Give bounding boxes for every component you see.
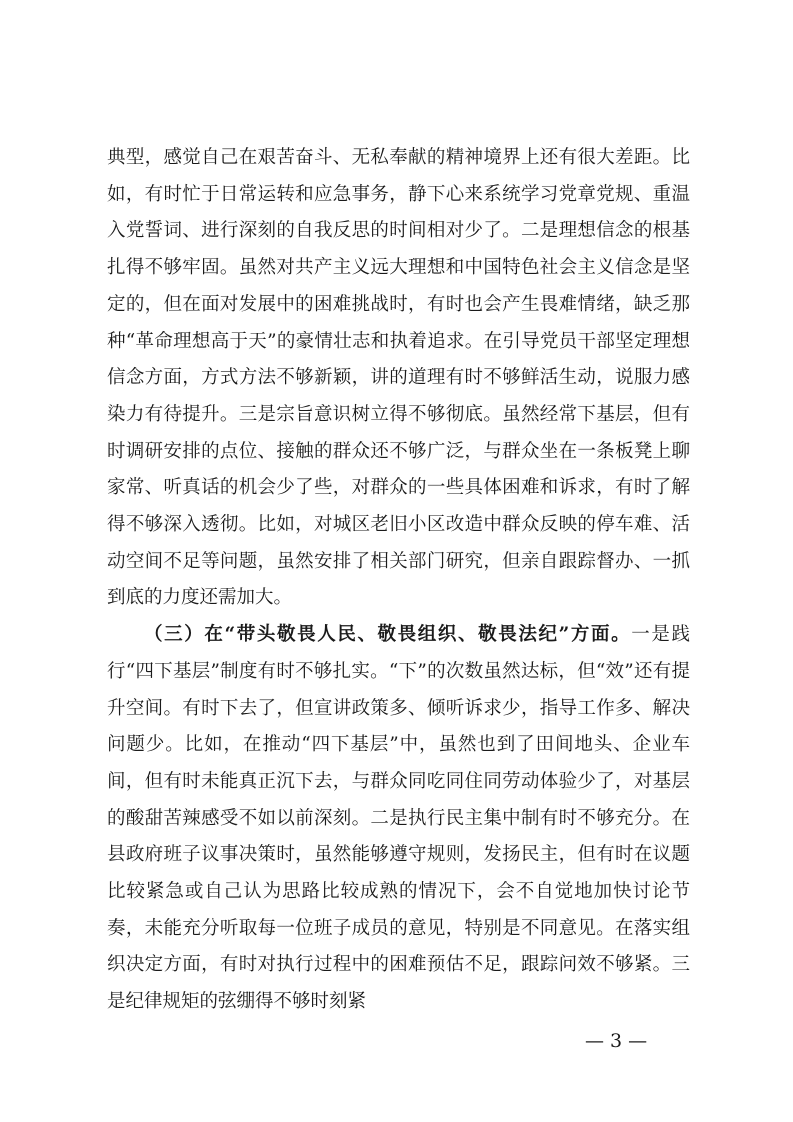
paragraph-section-three (107, 617, 690, 1021)
section-heading: （三）在“带头敬畏人民、敬畏组织、敬畏法纪”方面。 (144, 624, 632, 646)
paragraph-text: 一是践行“四下基层”制度有时不够扎实。“下”的次数虽然达标，但“效”还有提升空间。有时下去了，但宣讲政策多、倾听诉求少，指导工作多、解决问题少。比如，在推动“四下基层”中，虽然也到了田间地头、企业车间，但有时未能真正沉下去，与群众同吃同住同劳动体验少了，对基层的酸甜苦辣感受不如以前深刻。二是执行民主集中制有时不够充分。在县政府班子议事决策时，虽然能够遵守规则，发扬民主，但有时在议题比较紧急或自己认为思路比较成熟的情况下，会不自觉地加快讨论节奏，未能充分听取每一位班子成员的意见，特别是不同意见。在落实组织决定方面，有时对执行过程中的困难预估不足，跟踪问效不够紧。三是纪律规矩的弦绷得不够时刻紧 (107, 624, 690, 1013)
paragraph-continuation (107, 140, 690, 617)
page-number: — 3 — (585, 1030, 648, 1052)
paragraph-text: 典型，感觉自己在艰苦奋斗、无私奉献的精神境界上还有很大差距。比如，有时忙于日常运转和应急事务，静下心来系统学习党章党规、重温入党誓词、进行深刻的自我反思的时间相对少了。二是理想信念的根基扎得不够牢固。虽然对共产主义远大理想和中国特色社会主义信念是坚定的，但在面对发展中的困难挑战时，有时也会产生畏难情绪，缺乏那种“革命理想高于天”的豪情壮志和执着追求。在引导党员干部坚定理想信念方面，方式方法不够新颖，讲的道理有时不够鲜活生动，说服力感染力有待提升。三是宗旨意识树立得不够彻底。虽然经常下基层，但有时调研安排的点位、接触的群众还不够广泛，与群众坐在一条板凳上聊家常、听真话的机会少了些，对群众的一些具体困难和诉求，有时了解得不够深入透彻。比如，对城区老旧小区改造中群众反映的停车难、活动空间不足等问题，虽然安排了相关部门研究，但亲自跟踪督办、一抓到底的力度还需加大。 (107, 147, 690, 609)
document-body (107, 140, 690, 1021)
